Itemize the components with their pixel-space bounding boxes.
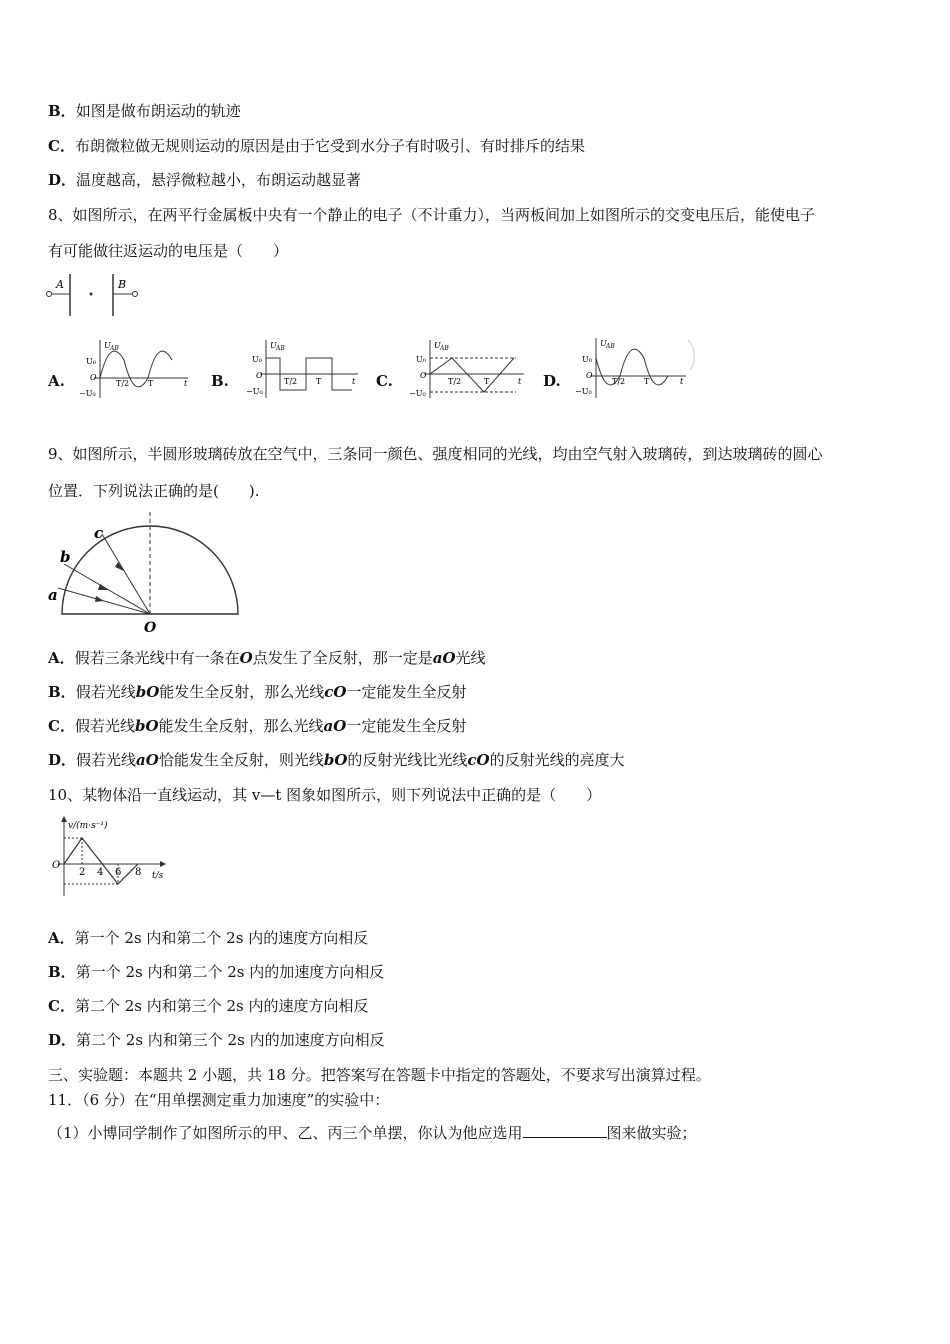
q9-stem-line1: 9、如图所示，半圆形玻璃砖放在空气中，三条同一颜色、强度相同的光线，均由空气射入玻璃砖，到达玻璃砖的圆心 xyxy=(48,445,823,463)
q10-origin: O xyxy=(52,860,61,871)
svg-text:U₀: U₀ xyxy=(86,357,96,366)
svg-text:2: 2 xyxy=(79,867,86,878)
svg-text:U₀: U₀ xyxy=(252,355,262,364)
svg-text:t: t xyxy=(184,379,188,388)
svg-text:AB: AB xyxy=(440,345,449,352)
section3-title: 三、实验题：本题共 2 小题，共 18 分。把答案写在答题卡中指定的答题处，不要求写出演算过程。 xyxy=(48,1066,711,1084)
q9-option-d: D．假若光线aO恰能发生全反射，则光线bO的反射光线比光线cO的反射光线的亮度大 xyxy=(48,751,625,769)
answer-blank[interactable] xyxy=(523,1123,607,1138)
svg-text:O: O xyxy=(256,371,263,380)
q9-option-c: C．假若光线bO能发生全反射，那么光线aO一定能发生全反射 xyxy=(48,717,467,735)
svg-text:T/2: T/2 xyxy=(612,377,626,386)
plate-a-label: A xyxy=(56,278,64,291)
q10-stem: 10、某物体沿一直线运动，其 v—t 图象如图所示，则下列说法中正确的是（ ） xyxy=(48,786,602,804)
q7-option-b: B．如图是做布朗运动的轨迹 xyxy=(48,102,241,120)
svg-text:U: U xyxy=(104,341,111,350)
svg-text:T: T xyxy=(484,377,490,386)
svg-text:U: U xyxy=(600,339,607,348)
svg-text:−U₀: −U₀ xyxy=(246,387,263,396)
center-o-label: O xyxy=(144,620,157,636)
svg-text:T: T xyxy=(316,377,322,386)
svg-text:AB: AB xyxy=(606,343,615,350)
svg-text:t: t xyxy=(680,377,684,386)
q8-option-b-label: B. xyxy=(211,372,229,390)
svg-text:8: 8 xyxy=(135,867,142,878)
svg-text:T/2: T/2 xyxy=(448,377,462,386)
svg-text:−U₀: −U₀ xyxy=(79,389,96,398)
ray-c-label: c xyxy=(94,524,104,542)
q8-graph-c xyxy=(406,336,530,400)
svg-text:T: T xyxy=(644,377,650,386)
q8-stem-line2: 有可能做往返运动的电压是（ ） xyxy=(48,242,289,260)
q10-option-b: B．第一个 2s 内和第二个 2s 内的加速度方向相反 xyxy=(48,963,385,981)
q8-graph-d xyxy=(572,334,698,400)
plate-b-label: B xyxy=(118,278,127,291)
svg-text:AB: AB xyxy=(110,345,119,352)
q11-part1: （1）小博同学制作了如图所示的甲、乙、丙三个单摆，你认为他应选用 图来做实验； xyxy=(48,1124,697,1142)
q8-option-a-label: A. xyxy=(48,372,65,390)
svg-text:U₀: U₀ xyxy=(582,355,592,364)
svg-text:6: 6 xyxy=(115,867,122,878)
q9-stem-line2: 位置．下列说法正确的是( ). xyxy=(48,482,260,500)
ray-b-label: b xyxy=(60,548,71,566)
q11-stem: 11．（6 分）在“用单摆测定重力加速度”的实验中： xyxy=(48,1091,390,1109)
q7-option-d: D．温度越高，悬浮微粒越小，布朗运动越显著 xyxy=(48,171,362,189)
ray-a-label: a xyxy=(48,586,58,604)
q8-graph-b xyxy=(244,336,362,400)
q9-option-a: A．假若三条光线中有一条在O点发生了全反射，那一定是aO光线 xyxy=(48,649,486,667)
q8-option-c-label: C. xyxy=(376,372,393,390)
svg-text:AB: AB xyxy=(276,345,285,352)
svg-text:O: O xyxy=(586,371,593,380)
q9-option-b: B．假若光线bO能发生全反射，那么光线cO一定能发生全反射 xyxy=(48,683,467,701)
svg-text:U: U xyxy=(270,341,277,350)
svg-text:t: t xyxy=(352,377,356,386)
svg-text:−U₀: −U₀ xyxy=(575,387,592,396)
q10-option-d: D．第二个 2s 内和第三个 2s 内的加速度方向相反 xyxy=(48,1031,385,1049)
svg-text:O: O xyxy=(90,373,97,382)
svg-text:−U₀: −U₀ xyxy=(409,389,426,398)
q8-plates-figure xyxy=(44,270,144,320)
svg-text:U: U xyxy=(434,341,441,350)
svg-text:T/2: T/2 xyxy=(116,379,130,388)
q10-vt-graph xyxy=(48,814,172,898)
q8-stem-line1: 8、如图所示，在两平行金属板中央有一个静止的电子（不计重力），当两板间加上如图所示的交变电压后，能使电子 xyxy=(48,206,816,224)
q7-option-c: C．布朗微粒做无规则运动的原因是由于它受到水分子有时吸引、有时排斥的结果 xyxy=(48,137,585,155)
svg-text:U₀: U₀ xyxy=(416,355,426,364)
q8-graph-a xyxy=(76,336,192,400)
q10-option-a: A．第一个 2s 内和第二个 2s 内的速度方向相反 xyxy=(48,929,369,947)
q9-semicircle-figure xyxy=(44,508,244,638)
q10-ylabel: v/(m·s⁻¹) xyxy=(68,821,108,831)
q10-option-c: C．第二个 2s 内和第三个 2s 内的速度方向相反 xyxy=(48,997,369,1015)
svg-text:4: 4 xyxy=(97,867,104,878)
svg-text:T/2: T/2 xyxy=(284,377,298,386)
svg-text:O: O xyxy=(420,371,427,380)
q10-xlabel: t/s xyxy=(152,871,164,881)
q8-option-d-label: D. xyxy=(543,372,561,390)
svg-text:t: t xyxy=(518,377,522,386)
svg-text:T: T xyxy=(148,379,154,388)
